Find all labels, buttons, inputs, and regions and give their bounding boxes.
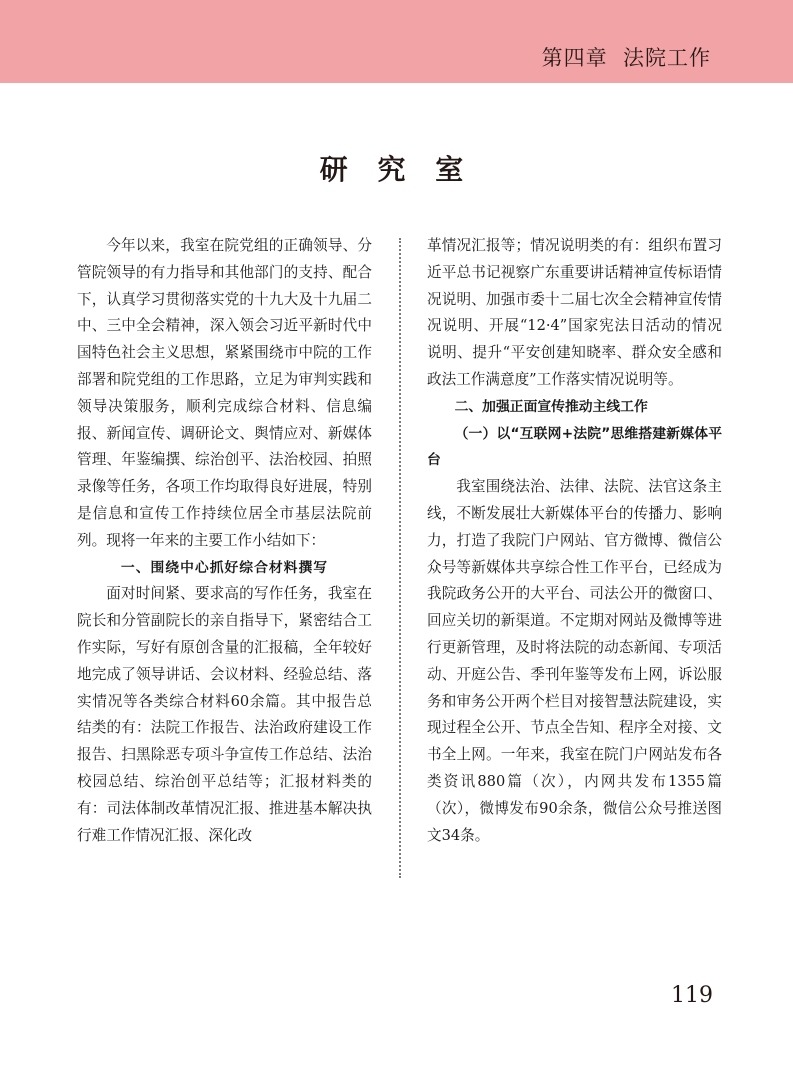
intro-paragraph: 今年以来，我室在院党组的正确领导、分管院领导的有力指导和其他部门的支持、配合下，认真学习贯彻落实党的十九大及十九届二中、三中全会精神，深入领会习近平新时代中国特色社会主义思想，紧紧围绕市中院的工作部署和院党组的工作思路，立足为审判实践和领导决策服务，顺利完成综合材料、信息编报、新闻宣传、调研论文、舆情应对、新媒体管理、年鉴编撰、综治创平、法治校园、拍照录像等任务，各项工作均取得良好进展，特别是信息和宣传工作持续位居全市基层法院前列。现将一年来的主要工作小结如下：: [77, 237, 372, 549]
column-divider: [399, 238, 401, 878]
left-column: [77, 233, 372, 849]
chapter-title: 第四章 法院工作: [541, 46, 711, 70]
right-column: [427, 233, 722, 849]
header-band: [0, 0, 793, 83]
subsection-2-1-paragraph: 我室围绕法治、法律、法院、法官这条主线，不断发展壮大新媒体平台的传播力、影响力，打造了我院门户网站、官方微博、微信公众号等新媒体共享综合性工作平台，已经成为我院政务公开的大平台、司法公开的微窗口、回应关切的新渠道。不定期对网站及微博等进行更新管理，及时将法院的动态新闻、专项活动、开庭公告、季刊年鉴等发布上网，诉讼服务和审务公开两个栏目对接智慧法院建设，实现过程全公开、节点全告知、程序全对接、文书全上网。一年来，我室在院门户网站发布各类资讯880篇（次），内网共发布1355篇（次），微博发布90余条，微信公众号推送图文34条。: [427, 478, 722, 844]
section-1-paragraph: 面对时间紧、要求高的写作任务，我室在院长和分管副院长的亲自指导下，紧密结合工作实际，写好有原创含量的汇报稿，全年较好地完成了领导讲话、会议材料、经验总结、落实情况等各类综合材料60余篇。其中报告总结类的有：法院工作报告、法治政府建设工作报告、扫黑除恶专项斗争宣传工作总结、法治校园总结、综治创平总结等；汇报材料类的有：司法体制改革情况汇报、推进基本解决执行难工作情况汇报、深化改: [77, 585, 372, 844]
page-title: 研 究 室: [319, 153, 474, 186]
subsection-heading-2-1: （一）以“互联网+法院”思维搭建新媒体平台: [427, 425, 722, 469]
continued-paragraph: 革情况汇报等；情况说明类的有：组织布置习近平总书记视察广东重要讲话精神宣传标语情况说明、加强市委十二届七次全会精神宣传情况说明、开展“12·4”国家宪法日活动的情况说明、提升“平安创建知晓率、群众安全感和政法工作满意度”工作落实情况说明等。: [427, 237, 722, 388]
section-heading-2: 二、加强正面宣传推动主线工作: [454, 398, 648, 415]
page-number: 119: [671, 983, 713, 1008]
section-heading-1: 一、围绕中心抓好综合材料撰写: [120, 559, 329, 576]
